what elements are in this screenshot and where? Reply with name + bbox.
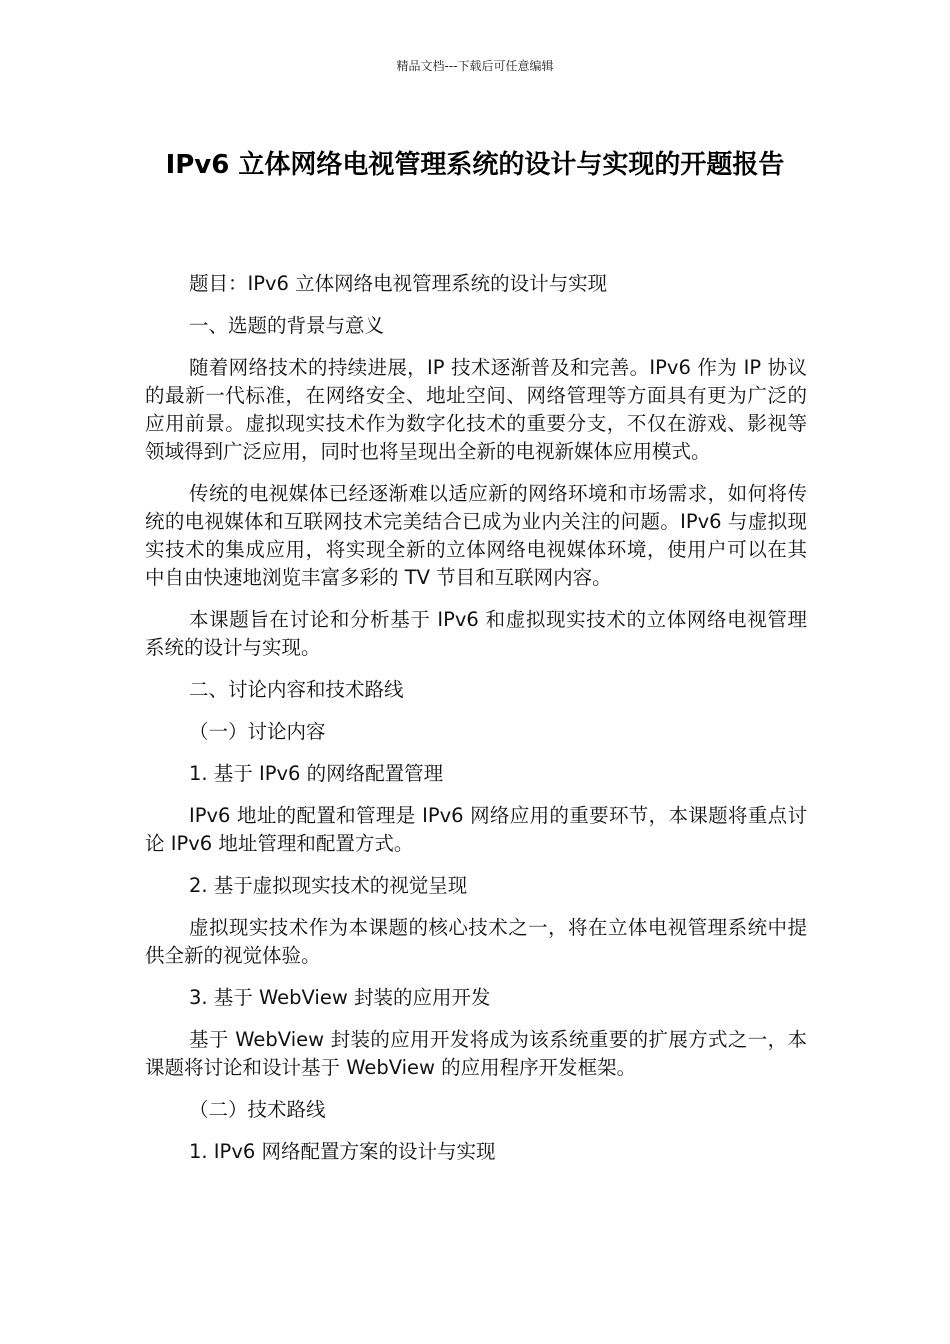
item-heading: 1. IPv6 网络配置方案的设计与实现: [189, 1140, 496, 1163]
item-heading: 3. 基于 WebView 封装的应用开发: [189, 986, 491, 1009]
paragraph: 随着网络技术的持续进展，IP 技术逐渐普及和完善。IPv6 作为 IP 协议的最新一代标准，在网络安全、地址空间、网络管理等方面具有更为广泛的应用前景。虚拟现实技术作为数字化技术的重要分支，不仅在游戏、影视等领域得到广泛应用，同时也将呈现出全新的电视新媒体应用模式。: [145, 356, 807, 463]
paragraph: IPv6 地址的配置和管理是 IPv6 网络应用的重要环节，本课题将重点讨论 IPv6 地址管理和配置方式。: [145, 804, 807, 855]
paragraph: 本课题旨在讨论和分析基于 IPv6 和虚拟现实技术的立体网络电视管理系统的设计与实现。: [145, 608, 807, 659]
subsection-heading: （一）讨论内容: [189, 720, 326, 743]
item-heading: 1. 基于 IPv6 的网络配置管理: [189, 762, 444, 785]
item-heading: 2. 基于虚拟现实技术的视觉呈现: [189, 874, 468, 897]
paragraph: 虚拟现实技术作为本课题的核心技术之一，将在立体电视管理系统中提供全新的视觉体验。: [145, 916, 807, 967]
paragraph: 基于 WebView 封装的应用开发将成为该系统重要的扩展方式之一，本课题将讨论和设计基于 WebView 的应用程序开发框架。: [145, 1028, 807, 1079]
paragraph: 传统的电视媒体已经逐渐难以适应新的网络环境和市场需求，如何将传统的电视媒体和互联网技术完美结合已成为业内关注的问题。IPv6 与虚拟现实技术的集成应用，将实现全新的立体网络电视媒体环境，使用户可以在其中自由快速地浏览丰富多彩的 TV 节目和互联网内容。: [145, 482, 807, 589]
header-note: 精品文档---下载后可任意编辑: [396, 59, 554, 73]
subsection-heading: （二）技术路线: [189, 1098, 326, 1121]
section-heading-background: 一、选题的背景与意义: [189, 314, 385, 337]
topic-line: 题目：IPv6 立体网络电视管理系统的设计与实现: [189, 272, 608, 295]
document-title: IPv6 立体网络电视管理系统的设计与实现的开题报告: [165, 150, 785, 180]
document-body: [145, 270, 807, 1180]
section-heading-content: 二、讨论内容和技术路线: [189, 678, 404, 701]
